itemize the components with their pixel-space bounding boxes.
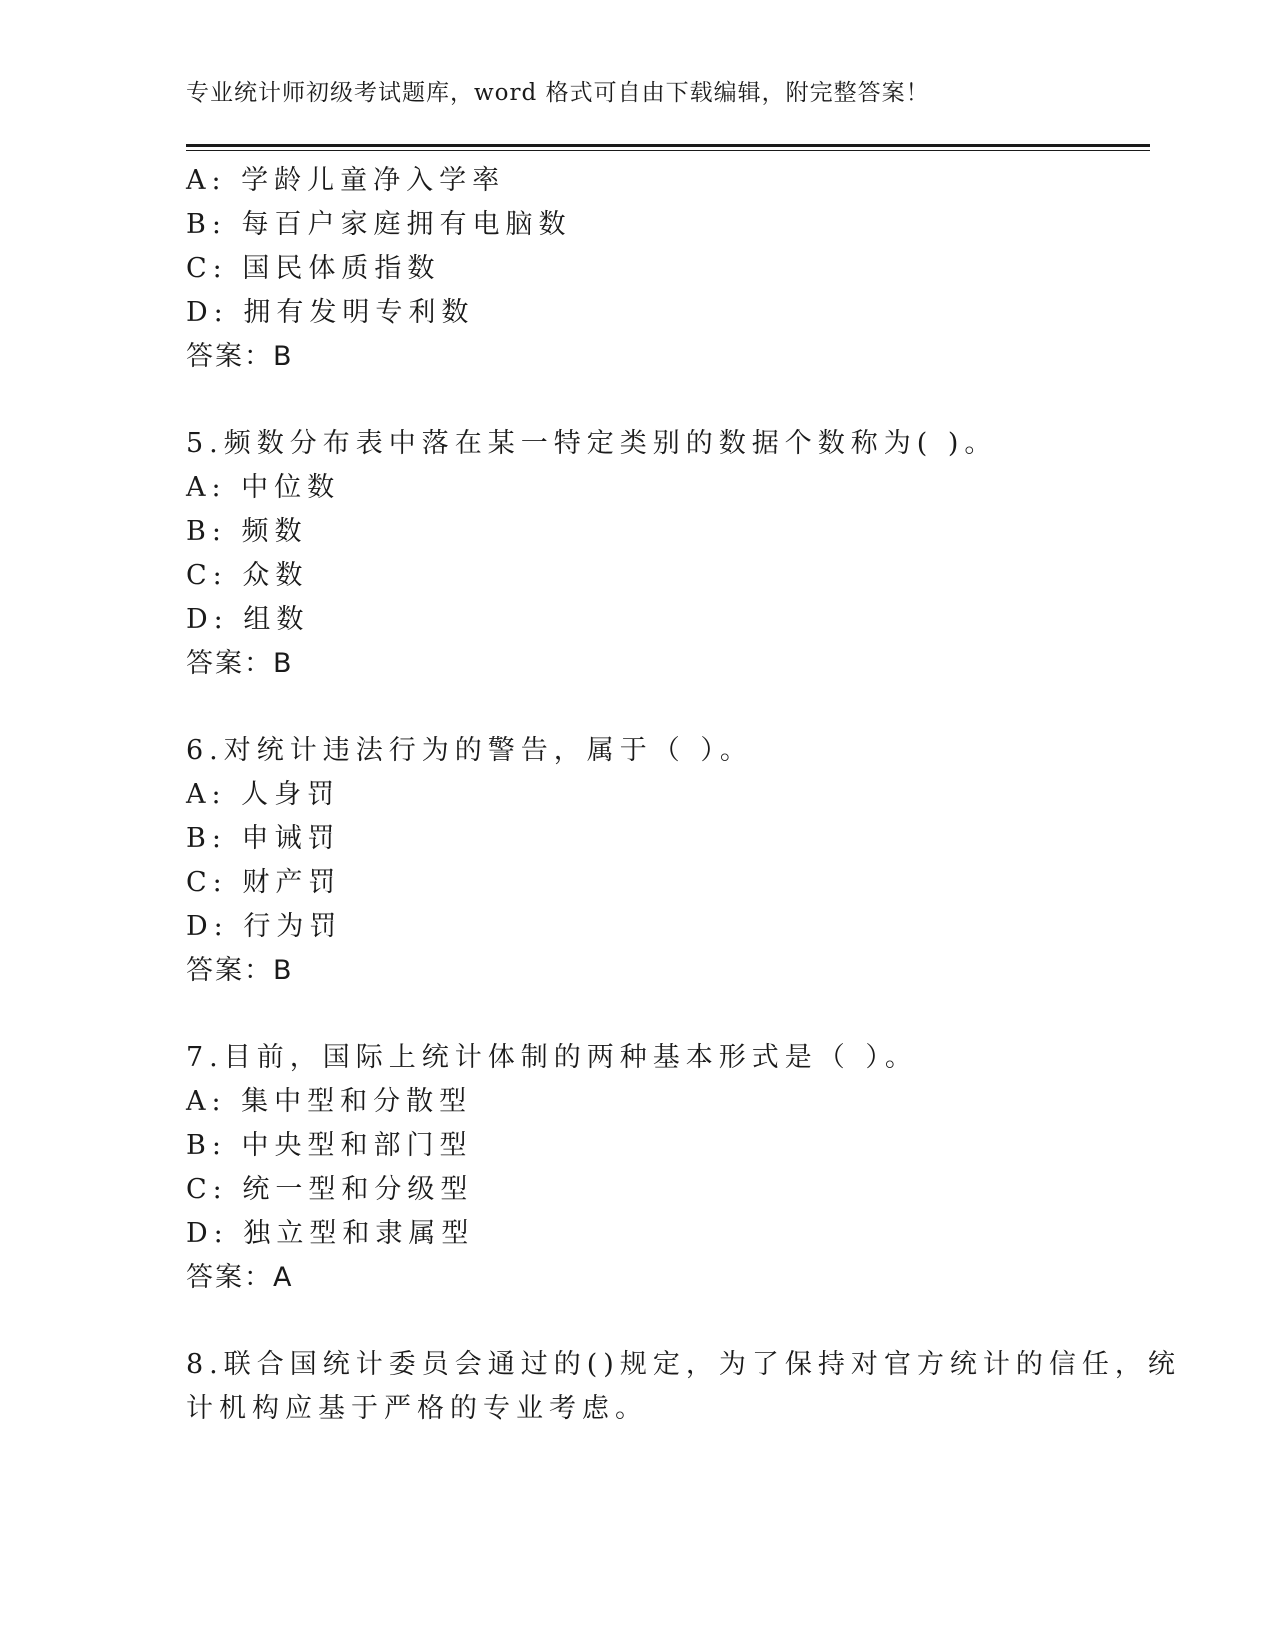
q4-answer: 答案：B (186, 341, 294, 372)
q4-option-c: C: 国民体质指数 (186, 253, 441, 284)
page-header: 专业统计师初级考试题库，word 格式可自由下载编辑，附完整答案！ (186, 80, 930, 106)
q5-option-c: C: 众数 (186, 560, 309, 591)
q4-option-a: A: 学龄儿童净入学率 (186, 165, 506, 196)
q6-question: 6.对统计违法行为的警告，属于（ ）。 (186, 735, 753, 766)
q7-question: 7.目前，国际上统计体制的两种基本形式是（ ）。 (186, 1042, 918, 1073)
q6-option-d: D: 行为罚 (186, 911, 343, 942)
q7-answer: 答案：A (186, 1262, 294, 1293)
q6-answer: 答案：B (186, 955, 294, 986)
header-rule-thin (186, 150, 1150, 151)
q7-option-c: C: 统一型和分级型 (186, 1174, 474, 1205)
q5-question: 5.频数分布表中落在某一特定类别的数据个数称为( )。 (186, 428, 998, 459)
header-rule-thick (186, 144, 1150, 147)
q8-question-line2: 计机构应基于严格的专业考虑。 (186, 1393, 648, 1424)
q5-option-b: B: 频数 (186, 516, 308, 547)
q7-option-a: A: 集中型和分散型 (186, 1086, 473, 1117)
q7-option-b: B: 中央型和部门型 (186, 1130, 473, 1161)
q6-option-a: A: 人身罚 (186, 779, 341, 810)
q6-option-c: C: 财产罚 (186, 867, 342, 898)
q7-option-d: D: 独立型和隶属型 (186, 1218, 475, 1249)
q5-option-d: D: 组数 (186, 604, 310, 635)
q5-answer: 答案：B (186, 648, 294, 679)
q6-option-b: B: 申诫罚 (186, 823, 341, 854)
q5-option-a: A: 中位数 (186, 472, 341, 503)
q4-option-d: D: 拥有发明专利数 (186, 297, 475, 328)
q4-option-b: B: 每百户家庭拥有电脑数 (186, 209, 572, 240)
q8-question-line1: 8.联合国统计委员会通过的()规定，为了保持对官方统计的信任，统 (186, 1349, 1181, 1380)
